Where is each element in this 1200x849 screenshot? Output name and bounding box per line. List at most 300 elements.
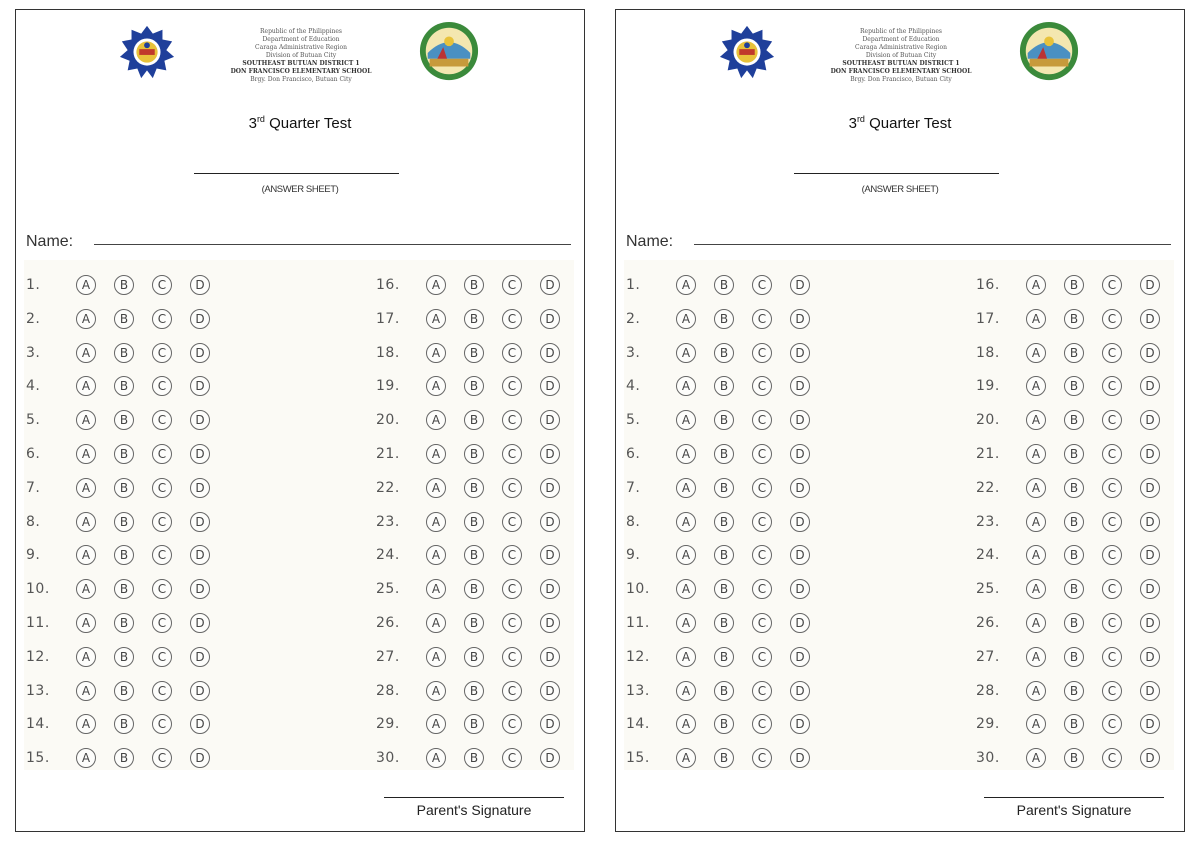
question-number: 1.	[626, 277, 641, 293]
answer-bubble[interactable]: A	[676, 545, 696, 565]
answer-bubble[interactable]: A	[426, 681, 446, 701]
question-number: 2.	[626, 310, 641, 327]
answer-bubble[interactable]: C	[152, 647, 172, 667]
answer-bubble[interactable]: B	[714, 343, 734, 363]
answer-bubble[interactable]: B	[1064, 376, 1084, 396]
question-row	[26, 678, 228, 704]
question-number: 23.	[976, 513, 1000, 530]
answer-bubble[interactable]: B	[714, 410, 734, 430]
question-row	[26, 745, 228, 771]
answer-bubble[interactable]: D	[1140, 376, 1160, 396]
answer-bubble[interactable]: B	[714, 579, 734, 599]
answer-bubble[interactable]: B	[714, 309, 734, 329]
answer-bubble[interactable]: D	[190, 714, 210, 734]
question-number: 27.	[376, 648, 400, 665]
answer-bubble[interactable]: C	[752, 444, 772, 464]
answer-bubble[interactable]: B	[114, 748, 134, 768]
answer-bubble[interactable]: C	[152, 478, 172, 498]
answer-bubble[interactable]: A	[676, 647, 696, 667]
answer-bubble[interactable]: B	[714, 376, 734, 396]
answer-bubble[interactable]: B	[114, 410, 134, 430]
answer-bubble[interactable]: A	[1026, 647, 1046, 667]
question-row	[626, 610, 828, 636]
answer-bubble[interactable]: D	[790, 714, 810, 734]
answer-bubble[interactable]: D	[190, 376, 210, 396]
answer-bubble[interactable]: B	[714, 613, 734, 633]
answer-bubble[interactable]: D	[1140, 579, 1160, 599]
answer-bubble[interactable]: C	[1102, 512, 1122, 532]
question-number: 11.	[626, 615, 650, 631]
answer-bubble[interactable]: C	[1102, 444, 1122, 464]
answer-bubble[interactable]: D	[1140, 681, 1160, 701]
answer-bubble[interactable]: A	[76, 376, 96, 396]
answer-bubble[interactable]: C	[1102, 579, 1122, 599]
answer-bubble[interactable]: D	[540, 376, 560, 396]
answer-bubble[interactable]: B	[714, 478, 734, 498]
answer-bubble[interactable]: A	[676, 410, 696, 430]
answer-bubble[interactable]: C	[752, 579, 772, 599]
answer-bubble[interactable]: C	[152, 613, 172, 633]
answer-bubble[interactable]: C	[152, 579, 172, 599]
header-line: Division of Butuan City	[865, 52, 937, 59]
answer-bubble[interactable]: B	[114, 647, 134, 667]
answer-bubble[interactable]: A	[426, 748, 446, 768]
answer-bubble[interactable]: B	[464, 714, 484, 734]
answer-bubble[interactable]: D	[540, 512, 560, 532]
answer-bubble[interactable]: C	[502, 681, 522, 701]
answer-bubble[interactable]: D	[790, 647, 810, 667]
question-number: 9.	[626, 547, 641, 564]
question-row	[626, 711, 828, 737]
answer-bubble[interactable]: B	[114, 512, 134, 532]
answer-bubble[interactable]: A	[76, 410, 96, 430]
answer-bubble[interactable]: B	[464, 376, 484, 396]
answer-bubble[interactable]: A	[426, 579, 446, 599]
answer-bubble[interactable]: D	[790, 681, 810, 701]
answer-bubble[interactable]: A	[76, 681, 96, 701]
answer-bubble[interactable]: A	[426, 714, 446, 734]
answer-bubble[interactable]: D	[790, 478, 810, 498]
answer-bubble[interactable]: B	[464, 681, 484, 701]
answer-bubble[interactable]: D	[540, 545, 560, 565]
answer-bubble[interactable]: C	[1102, 478, 1122, 498]
question-row	[26, 272, 228, 298]
answer-bubble[interactable]: C	[1102, 309, 1122, 329]
header-line: Republic of the Philippines	[860, 28, 942, 35]
answer-bubble[interactable]: C	[152, 748, 172, 768]
answer-bubble[interactable]: D	[790, 309, 810, 329]
answer-bubble[interactable]: A	[426, 478, 446, 498]
answer-bubble[interactable]: A	[1026, 275, 1046, 295]
answer-bubble[interactable]: D	[1140, 309, 1160, 329]
question-number: 17.	[976, 310, 1000, 327]
answer-bubble[interactable]: B	[714, 748, 734, 768]
answer-bubble[interactable]: C	[502, 579, 522, 599]
question-number: 25.	[976, 581, 1000, 598]
question-number: 8.	[26, 513, 41, 530]
answer-bubble[interactable]: D	[790, 343, 810, 363]
answer-bubble[interactable]: C	[752, 681, 772, 701]
question-row	[976, 610, 1178, 636]
answer-bubble[interactable]: A	[426, 647, 446, 667]
answer-bubble[interactable]: D	[790, 613, 810, 633]
answer-bubble[interactable]: B	[1064, 579, 1084, 599]
answer-bubble[interactable]: C	[752, 748, 772, 768]
answer-bubble[interactable]: D	[190, 275, 210, 295]
answer-bubble[interactable]: B	[464, 579, 484, 599]
answer-bubble[interactable]: D	[190, 545, 210, 565]
signature-line[interactable]	[384, 797, 564, 798]
question-row	[626, 441, 828, 467]
question-row	[626, 340, 828, 366]
question-number: 20.	[976, 412, 1000, 429]
answer-bubble[interactable]: A	[76, 545, 96, 565]
deped-seal-icon	[718, 24, 776, 82]
answer-bubble[interactable]: D	[190, 309, 210, 329]
answer-bubble[interactable]: C	[502, 647, 522, 667]
question-number: 29.	[976, 716, 1000, 733]
answer-bubble[interactable]: C	[752, 376, 772, 396]
answer-bubble[interactable]: B	[1064, 444, 1084, 464]
answer-bubble[interactable]: B	[1064, 714, 1084, 734]
answer-bubble[interactable]: C	[752, 647, 772, 667]
answer-bubble[interactable]: D	[1140, 478, 1160, 498]
answer-bubble[interactable]: D	[790, 545, 810, 565]
question-row	[376, 306, 578, 332]
answer-bubble[interactable]: B	[714, 714, 734, 734]
answer-bubble[interactable]: C	[502, 714, 522, 734]
answer-bubble[interactable]: B	[114, 478, 134, 498]
answer-bubble[interactable]: A	[426, 343, 446, 363]
answer-bubble[interactable]: B	[1064, 512, 1084, 532]
answer-bubble[interactable]: A	[676, 512, 696, 532]
answer-bubble[interactable]: A	[1026, 681, 1046, 701]
answer-bubble[interactable]: A	[676, 478, 696, 498]
answer-bubble[interactable]: C	[1102, 748, 1122, 768]
answer-bubble[interactable]: C	[752, 478, 772, 498]
answer-bubble[interactable]: C	[502, 309, 522, 329]
answer-bubble[interactable]: D	[790, 376, 810, 396]
question-number: 9.	[26, 547, 41, 564]
answer-bubble[interactable]: A	[1026, 343, 1046, 363]
answer-bubble[interactable]: C	[752, 275, 772, 295]
answer-bubble[interactable]: B	[714, 647, 734, 667]
answer-bubble[interactable]: B	[1064, 343, 1084, 363]
answer-bubble[interactable]: A	[76, 512, 96, 532]
answer-bubble[interactable]: C	[502, 343, 522, 363]
answer-bubble[interactable]: A	[76, 309, 96, 329]
answer-bubble[interactable]: D	[540, 681, 560, 701]
answer-bubble[interactable]: B	[1064, 478, 1084, 498]
answer-bubble[interactable]: D	[1140, 647, 1160, 667]
answer-bubble[interactable]: A	[76, 748, 96, 768]
answer-bubble[interactable]: C	[1102, 647, 1122, 667]
answer-bubble[interactable]: D	[190, 410, 210, 430]
answer-bubble[interactable]: B	[114, 343, 134, 363]
answer-bubble[interactable]: C	[502, 444, 522, 464]
parent-signature-label: Parent's Signature	[1016, 802, 1132, 818]
answer-bubble[interactable]: A	[76, 343, 96, 363]
header-line: Caraga Administrative Region	[255, 44, 347, 51]
question-row	[976, 340, 1178, 366]
answer-bubble[interactable]: A	[1026, 545, 1046, 565]
answer-bubble[interactable]: A	[76, 579, 96, 599]
answer-bubble[interactable]: A	[426, 376, 446, 396]
title-ordinal-suffix: rd	[256, 114, 265, 124]
answer-bubble[interactable]: A	[426, 410, 446, 430]
answer-bubble[interactable]: C	[152, 309, 172, 329]
answer-bubble[interactable]: D	[790, 579, 810, 599]
answer-bubble[interactable]: C	[152, 714, 172, 734]
answer-bubble[interactable]: A	[1026, 478, 1046, 498]
answer-bubble[interactable]: B	[1064, 748, 1084, 768]
question-row	[976, 745, 1178, 771]
answer-sheet-subtitle: (ANSWER SHEET)	[861, 184, 939, 195]
answer-bubble[interactable]: A	[426, 309, 446, 329]
answer-bubble[interactable]: B	[464, 613, 484, 633]
answer-bubble[interactable]: C	[752, 714, 772, 734]
question-row	[626, 644, 828, 670]
answer-bubble[interactable]: A	[1026, 714, 1046, 734]
answer-bubble[interactable]: B	[114, 545, 134, 565]
answer-bubble[interactable]: B	[464, 275, 484, 295]
answer-bubble[interactable]: B	[464, 748, 484, 768]
signature-line[interactable]	[984, 797, 1164, 798]
answer-bubble[interactable]: C	[152, 444, 172, 464]
answer-bubble[interactable]: D	[540, 309, 560, 329]
answer-bubble[interactable]: D	[1140, 714, 1160, 734]
answer-bubble[interactable]: C	[1102, 275, 1122, 295]
question-number: 19.	[976, 378, 1000, 395]
question-number: 21.	[376, 446, 400, 462]
answer-bubble[interactable]: A	[1026, 309, 1046, 329]
answer-bubble[interactable]: B	[714, 444, 734, 464]
question-number: 13.	[26, 682, 50, 699]
answer-bubble[interactable]: D	[540, 444, 560, 464]
answer-bubble[interactable]: D	[190, 748, 210, 768]
answer-bubble[interactable]: A	[676, 343, 696, 363]
answer-bubble[interactable]: C	[752, 343, 772, 363]
answer-bubble[interactable]: A	[676, 681, 696, 701]
answer-bubble[interactable]: B	[464, 444, 484, 464]
question-number: 5.	[626, 412, 641, 429]
answer-bubble[interactable]: D	[1140, 410, 1160, 430]
answer-bubble[interactable]: C	[1102, 343, 1122, 363]
answer-bubble[interactable]: C	[1102, 613, 1122, 633]
answer-bubble[interactable]: C	[152, 376, 172, 396]
answer-bubble[interactable]: C	[502, 613, 522, 633]
answer-bubble[interactable]: B	[714, 681, 734, 701]
answer-bubble[interactable]: C	[152, 343, 172, 363]
answer-bubble[interactable]: A	[676, 444, 696, 464]
answer-bubble[interactable]: A	[76, 275, 96, 295]
answer-bubble[interactable]: D	[790, 748, 810, 768]
answer-bubble[interactable]: D	[790, 444, 810, 464]
question-number: 4.	[626, 378, 641, 395]
answer-bubble[interactable]: B	[114, 444, 134, 464]
question-row	[376, 373, 578, 399]
answer-bubble[interactable]: B	[464, 343, 484, 363]
answer-bubble[interactable]: A	[1026, 748, 1046, 768]
answer-bubble[interactable]: B	[1064, 410, 1084, 430]
question-row	[976, 272, 1178, 298]
answer-bubble[interactable]: C	[152, 275, 172, 295]
subject-blank-line	[194, 173, 399, 174]
answer-bubble[interactable]: A	[1026, 410, 1046, 430]
name-label: Name:	[626, 233, 674, 250]
question-row	[376, 509, 578, 535]
answer-bubble[interactable]: D	[540, 647, 560, 667]
answer-bubble[interactable]: B	[464, 545, 484, 565]
answer-bubble[interactable]: D	[1140, 613, 1160, 633]
answer-bubble[interactable]: A	[1026, 444, 1046, 464]
answer-bubble[interactable]: D	[790, 410, 810, 430]
answer-bubble[interactable]: D	[540, 343, 560, 363]
answer-bubble[interactable]: C	[502, 478, 522, 498]
answer-bubble[interactable]: B	[714, 512, 734, 532]
answer-bubble[interactable]: D	[190, 444, 210, 464]
answer-bubble[interactable]: A	[1026, 376, 1046, 396]
answer-bubble[interactable]: C	[502, 275, 522, 295]
answer-bubble[interactable]: C	[752, 613, 772, 633]
answer-bubble[interactable]: C	[1102, 410, 1122, 430]
answer-bubble[interactable]: B	[464, 647, 484, 667]
answer-bubble[interactable]: C	[502, 376, 522, 396]
answer-bubble[interactable]: C	[502, 410, 522, 430]
question-row	[26, 542, 228, 568]
answer-bubble[interactable]: C	[1102, 545, 1122, 565]
question-number: 3.	[626, 344, 641, 361]
answer-bubble[interactable]: A	[76, 478, 96, 498]
answer-bubble[interactable]: C	[502, 545, 522, 565]
answer-bubble[interactable]: A	[426, 444, 446, 464]
answer-bubble[interactable]: D	[540, 579, 560, 599]
answer-bubble[interactable]: C	[1102, 714, 1122, 734]
answer-bubble[interactable]: B	[1064, 275, 1084, 295]
answer-bubble[interactable]: D	[190, 478, 210, 498]
answer-bubble[interactable]: C	[752, 410, 772, 430]
answer-bubble[interactable]: D	[190, 579, 210, 599]
answer-bubble[interactable]: B	[114, 714, 134, 734]
answer-bubble[interactable]: B	[114, 376, 134, 396]
answer-bubble[interactable]: A	[676, 714, 696, 734]
answer-bubble[interactable]: D	[1140, 748, 1160, 768]
answer-bubble[interactable]: D	[790, 512, 810, 532]
question-row	[376, 678, 578, 704]
answer-bubble[interactable]: B	[1064, 545, 1084, 565]
answer-bubble[interactable]: B	[714, 275, 734, 295]
answer-bubble[interactable]: B	[464, 478, 484, 498]
answer-bubble[interactable]: C	[152, 512, 172, 532]
answer-bubble[interactable]: A	[676, 748, 696, 768]
question-number: 8.	[626, 513, 641, 530]
question-number: 17.	[376, 310, 400, 327]
answer-bubble[interactable]: C	[152, 410, 172, 430]
answer-bubble[interactable]: B	[464, 309, 484, 329]
answer-bubble[interactable]: A	[76, 647, 96, 667]
answer-bubble[interactable]: B	[464, 410, 484, 430]
answer-bubble[interactable]: A	[1026, 579, 1046, 599]
answer-bubble[interactable]: D	[540, 748, 560, 768]
answer-bubble[interactable]: B	[1064, 613, 1084, 633]
answer-bubble[interactable]: C	[502, 512, 522, 532]
question-row	[976, 441, 1178, 467]
answer-bubble[interactable]: A	[1026, 613, 1046, 633]
title-text: Quarter Test	[264, 115, 352, 132]
answer-bubble[interactable]: D	[540, 478, 560, 498]
answer-bubble[interactable]: B	[1064, 309, 1084, 329]
question-row	[976, 475, 1178, 501]
answer-bubble[interactable]: B	[1064, 647, 1084, 667]
question-row	[376, 644, 578, 670]
question-row	[376, 441, 578, 467]
answer-bubble[interactable]: D	[1140, 343, 1160, 363]
answer-bubble[interactable]: D	[190, 613, 210, 633]
answer-bubble[interactable]: B	[114, 275, 134, 295]
question-number: 3.	[26, 344, 41, 361]
answer-bubble[interactable]: A	[426, 545, 446, 565]
answer-bubble[interactable]: B	[1064, 681, 1084, 701]
answer-bubble[interactable]: A	[426, 512, 446, 532]
answer-bubble[interactable]: C	[1102, 376, 1122, 396]
answer-bubble[interactable]: C	[752, 545, 772, 565]
answer-bubble[interactable]: D	[190, 512, 210, 532]
answer-bubble[interactable]: D	[1140, 444, 1160, 464]
answer-bubble[interactable]: D	[540, 714, 560, 734]
answer-bubble[interactable]: D	[190, 681, 210, 701]
question-number: 6.	[626, 446, 641, 462]
answer-bubble[interactable]: D	[1140, 512, 1160, 532]
answer-bubble[interactable]: A	[1026, 512, 1046, 532]
answer-bubble[interactable]: C	[152, 681, 172, 701]
answer-bubble[interactable]: A	[676, 613, 696, 633]
question-number: 6.	[26, 446, 41, 462]
name-field-line[interactable]	[94, 244, 571, 245]
answer-bubble[interactable]: D	[540, 275, 560, 295]
answer-bubble[interactable]: D	[1140, 545, 1160, 565]
answer-bubble[interactable]: D	[540, 410, 560, 430]
answer-bubble[interactable]: C	[152, 545, 172, 565]
answer-bubble[interactable]: C	[752, 512, 772, 532]
answer-bubble[interactable]: D	[190, 647, 210, 667]
school-name: DON FRANCISCO ELEMENTARY SCHOOL	[230, 68, 372, 75]
answer-bubble[interactable]: D	[190, 343, 210, 363]
answer-bubble[interactable]: B	[114, 681, 134, 701]
name-field-line[interactable]	[694, 244, 1171, 245]
answer-bubble[interactable]: A	[426, 613, 446, 633]
answer-bubble[interactable]: B	[114, 579, 134, 599]
answer-bubble[interactable]: A	[676, 275, 696, 295]
answer-bubble[interactable]: A	[676, 376, 696, 396]
answer-bubble[interactable]: B	[464, 512, 484, 532]
answer-bubble[interactable]: D	[540, 613, 560, 633]
answer-bubble[interactable]: D	[1140, 275, 1160, 295]
answer-bubble[interactable]: C	[752, 309, 772, 329]
answer-bubble[interactable]: A	[676, 579, 696, 599]
school-address: Brgy. Don Francisco, Butuan City	[850, 76, 952, 83]
answer-bubble[interactable]: A	[426, 275, 446, 295]
answer-bubble[interactable]: C	[1102, 681, 1122, 701]
answer-bubble[interactable]: A	[676, 309, 696, 329]
answer-bubble[interactable]: A	[76, 613, 96, 633]
answer-bubble[interactable]: C	[502, 748, 522, 768]
answer-bubble[interactable]: B	[114, 309, 134, 329]
answer-bubble[interactable]: B	[114, 613, 134, 633]
answer-bubble[interactable]: A	[76, 444, 96, 464]
answer-bubble[interactable]: D	[790, 275, 810, 295]
answer-bubble[interactable]: A	[76, 714, 96, 734]
answer-bubble[interactable]: B	[714, 545, 734, 565]
